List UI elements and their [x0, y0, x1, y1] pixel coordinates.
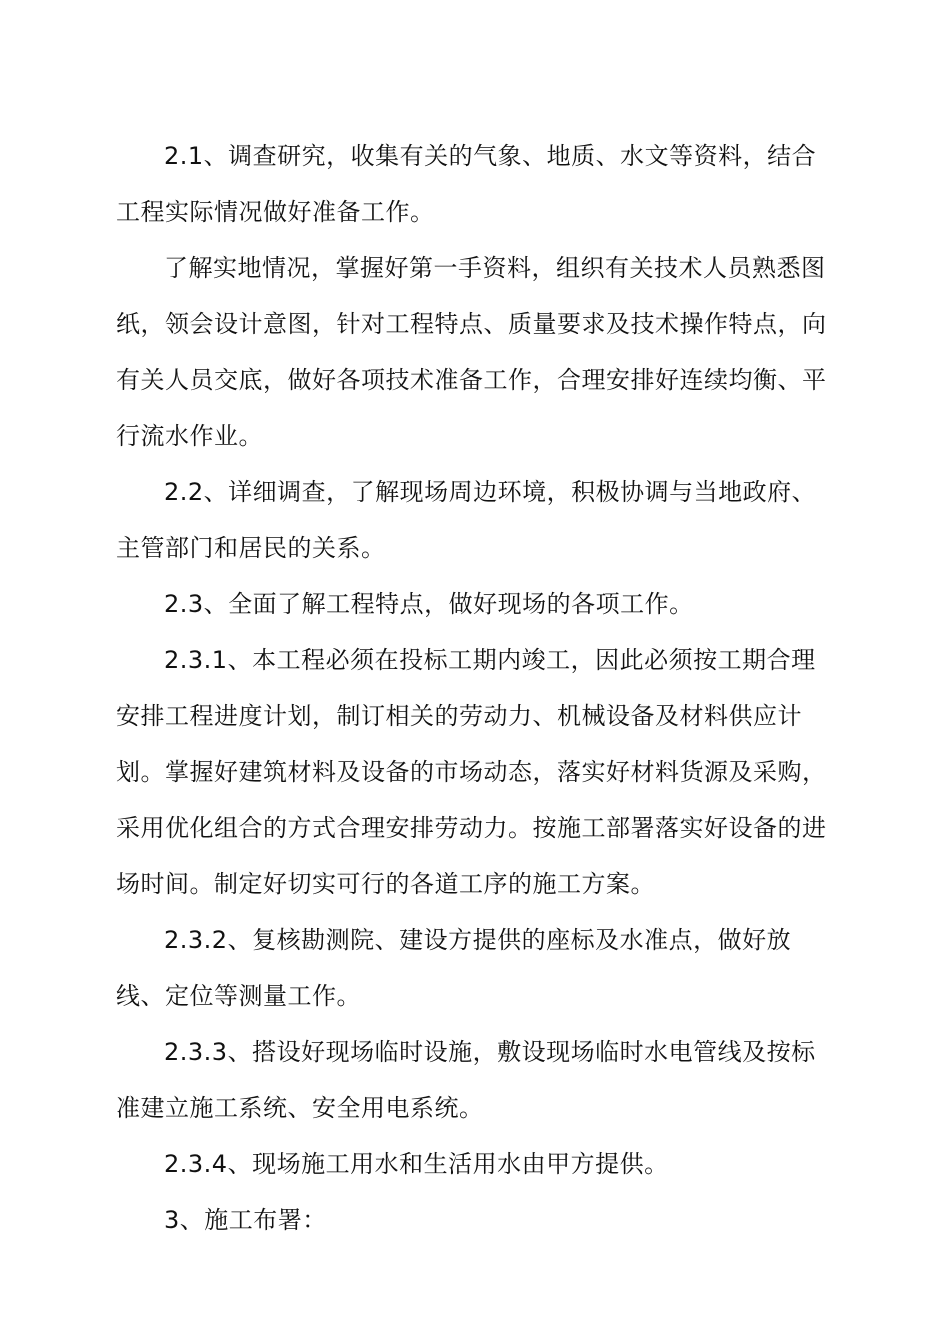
paragraph-2-3-3: 2.3.3、搭设好现场临时设施，敷设现场临时水电管线及按标准建立施工系统、安全用电系统。 — [116, 1038, 816, 1122]
paragraph-2-3-1: 2.3.1、本工程必须在投标工期内竣工，因此必须按工期合理安排工程进度计划，制订相关的劳动力、机械设备及材料供应计划。掌握好建筑材料及设备的市场动态，落实好材料货源及采购，采用优化组合的方式合理安排劳动力。按施工部署落实好设备的进场时间。制定好切实可行的各道工序的施工方案。 — [116, 646, 827, 898]
document-body — [116, 128, 836, 1248]
paragraph-2-3: 2.3、全面了解工程特点，做好现场的各项工作。 — [164, 590, 694, 618]
section-heading-3: 3、施工布署： — [164, 1206, 327, 1234]
paragraph-site-survey: 了解实地情况，掌握好第一手资料，组织有关技术人员熟悉图纸，领会设计意图，针对工程特点、质量要求及技术操作特点，向有关人员交底，做好各项技术准备工作，合理安排好连续均衡、平行流水作业。 — [116, 254, 827, 450]
paragraph-2-1: 2.1、调查研究，收集有关的气象、地质、水文等资料，结合工程实际情况做好准备工作。 — [116, 142, 817, 226]
paragraph-2-2: 2.2、详细调查，了解现场周边环境，积极协调与当地政府、主管部门和居民的关系。 — [116, 478, 817, 562]
paragraph-2-3-2: 2.3.2、复核勘测院、建设方提供的座标及水准点，做好放线、定位等测量工作。 — [116, 926, 792, 1010]
paragraph-2-3-4: 2.3.4、现场施工用水和生活用水由甲方提供。 — [164, 1150, 669, 1178]
